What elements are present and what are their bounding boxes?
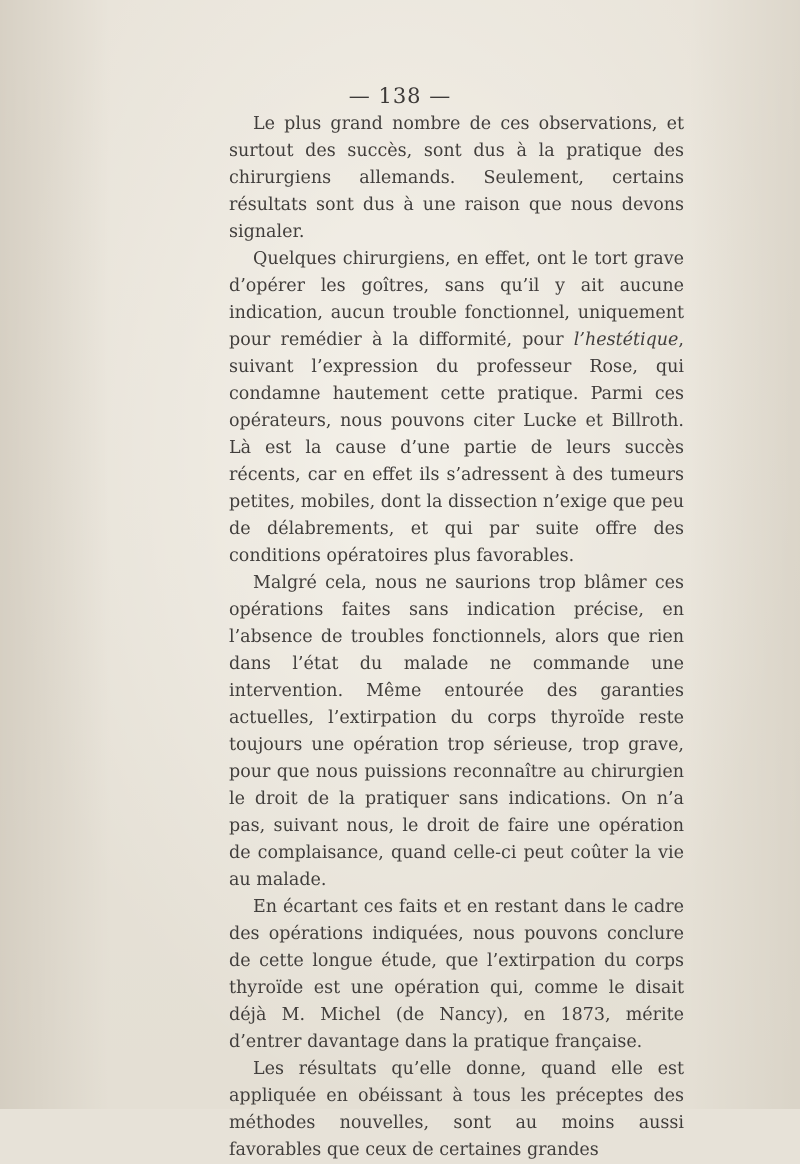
page-number: — 138 —: [348, 84, 452, 108]
paragraph-2-text-end: , suivant l’expression du professeur Rose, qui condamne hautement cette pratique. Parmi ces opérateurs, nous pouvons citer Lucke et Billroth. Là est la cause d’une partie de leurs succès récents, car en effet ils s’adressent à des tumeurs petites, mobiles, dont la dissection n’exige que peu de délabrements, et qui par suite offre des conditions opératoires plus favorables.: [229, 330, 684, 566]
page-edge-shadow-left: [0, 0, 110, 1109]
paragraph-4: [229, 894, 684, 1056]
paragraph-2-italic-term: l’hestétique: [573, 330, 679, 350]
page-edge-shadow-right: [690, 0, 800, 1109]
paragraph-3: [229, 570, 684, 894]
paragraph-5-text: Les résultats qu’elle donne, quand elle est appliquée en obéissant à tous les préceptes des méthodes nouvelles, sont au moins aussi favorables que ceux de certaines grandes: [229, 1059, 684, 1160]
paragraph-4-text: En écartant ces faits et en restant dans le cadre des opérations indiquées, nous pouvons conclure de cette longue étude, que l’extirpation du corps thyroïde est une opération qui, comme le disait déjà M. Michel (de Nancy), en 1873, mérite d’entrer davantage dans la pratique française.: [229, 897, 684, 1052]
paragraph-5: [229, 1056, 684, 1164]
paragraph-2-text-start: Quelques chirurgiens, en effet, ont le tort grave d’opérer les goîtres, sans qu’il y ait aucune indication, aucun trouble fonctionnel, uniquement pour remédier à la difformité, pour: [229, 249, 684, 350]
paragraph-1-text: Le plus grand nombre de ces observations, et surtout des succès, sont dus à la pratique des chirurgiens allemands. Seulement, certains résultats sont dus à une raison que nous devons signaler.: [229, 114, 684, 242]
paragraph-3-text: Malgré cela, nous ne saurions trop blâmer ces opérations faites sans indication précise, en l’absence de troubles fonctionnels, alors que rien dans l’état du malade ne commande une intervention. Même entourée des garanties actuelles, l’extirpation du corps thyroïde reste toujours une opération trop sérieuse, trop grave, pour que nous puissions reconnaître au chirurgien le droit de la pratiquer sans indications. On n’a pas, suivant nous, le droit de faire une opération de complaisance, quand celle-ci peut coûter la vie au malade.: [229, 573, 684, 890]
paragraph-1: [229, 111, 684, 246]
body-text: [229, 111, 684, 1164]
paragraph-2: [229, 246, 684, 570]
